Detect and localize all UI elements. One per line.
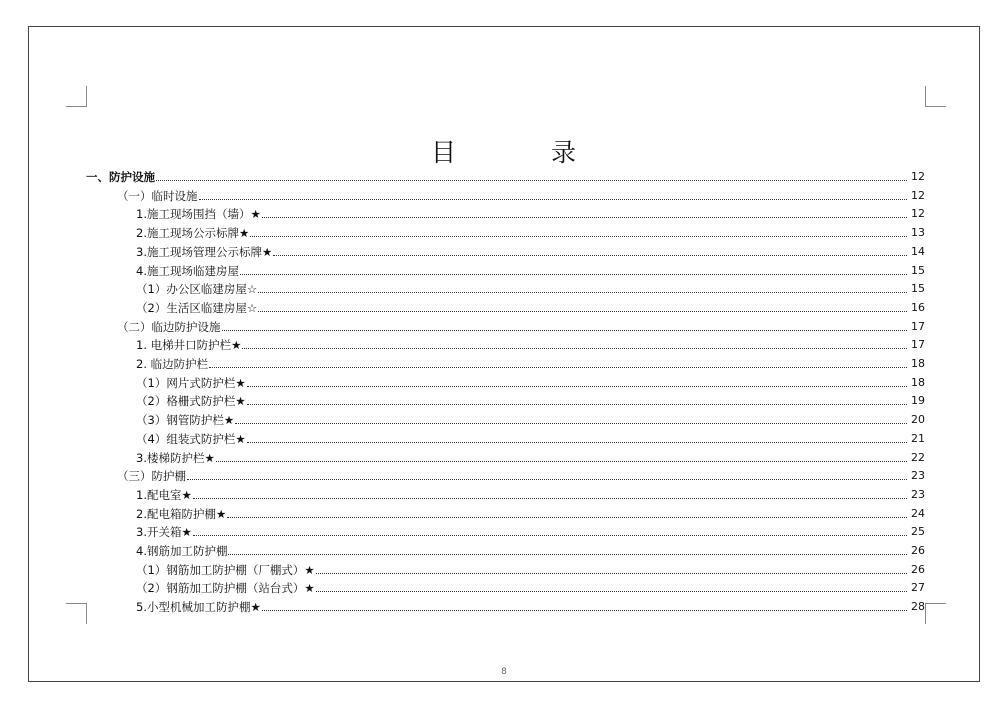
- toc-entry[interactable]: [136, 262, 925, 278]
- toc-entry-page: 12: [911, 170, 925, 183]
- toc-entry-label: （4）组装式防护栏★: [136, 431, 246, 446]
- toc-leader-dots: [258, 310, 907, 312]
- crop-mark-bottom-right: [925, 603, 946, 624]
- crop-mark-top-right: [925, 86, 946, 107]
- toc-leader-dots: [247, 403, 907, 405]
- crop-mark-bottom-left: [66, 603, 87, 624]
- toc-entry-page: 15: [911, 263, 925, 277]
- toc-entry-label: 4.钢筋加工防护棚: [136, 544, 228, 558]
- toc-entry-page: 26: [911, 562, 925, 576]
- toc-entry-label: 4.施工现场临建房屋: [136, 263, 239, 278]
- toc-entry[interactable]: [136, 598, 925, 614]
- toc-entry[interactable]: [136, 355, 925, 371]
- toc-entry-label: 5.小型机械加工防护棚★: [136, 600, 261, 615]
- toc-entry[interactable]: [136, 561, 925, 577]
- toc-entry[interactable]: [136, 392, 925, 408]
- toc-entry[interactable]: [136, 505, 925, 521]
- toc-entry-page: 17: [911, 319, 925, 333]
- toc-entry-label: （二）临边防护设施: [117, 319, 221, 334]
- toc-entry-label: （3）钢管防护栏★: [136, 413, 235, 428]
- toc-entry[interactable]: [136, 542, 925, 558]
- toc-entry-page: 27: [911, 581, 925, 595]
- toc-leader-dots: [216, 460, 907, 462]
- toc-entry-page: 22: [911, 450, 925, 464]
- toc-leader-dots: [258, 291, 907, 293]
- toc-entry[interactable]: [136, 374, 925, 390]
- toc-leader-dots: [262, 216, 907, 218]
- toc-leader-dots: [250, 235, 907, 237]
- toc-leader-dots: [240, 273, 907, 275]
- toc-entry[interactable]: [117, 187, 925, 203]
- toc-entry-page: 21: [911, 431, 925, 445]
- toc-entry-page: 16: [911, 300, 925, 314]
- toc-leader-dots: [228, 553, 907, 555]
- toc-entry[interactable]: [136, 579, 925, 595]
- toc-entry-page: 18: [911, 375, 925, 389]
- toc-entry-label: （2）格栅式防护栏★: [136, 394, 246, 409]
- toc-entry-label: （1）办公区临建房屋☆: [136, 282, 258, 297]
- toc-entry-page: 12: [911, 188, 925, 202]
- toc-leader-dots: [193, 534, 907, 536]
- toc-entry[interactable]: [136, 449, 925, 465]
- toc-entry-page: 17: [911, 338, 925, 352]
- toc-entry-label: 2.施工现场公示标牌★: [136, 226, 250, 241]
- toc-entry[interactable]: [136, 224, 925, 240]
- toc-entry-label: 3.开关箱★: [136, 525, 192, 540]
- title-char-left: 目: [430, 138, 457, 167]
- toc-entry-page: 20: [911, 413, 925, 427]
- toc-leader-dots: [193, 497, 907, 499]
- toc-entry[interactable]: [136, 430, 925, 446]
- toc-leader-dots: [262, 609, 907, 611]
- toc-entry[interactable]: [136, 243, 925, 259]
- toc-leader-dots: [247, 385, 907, 387]
- toc-entry-label: 1. 电梯井口防护栏★: [136, 338, 242, 353]
- toc-entry-label: （一）临时设施: [117, 188, 198, 203]
- toc-entry-page: 23: [911, 487, 925, 501]
- toc-entry-page: 19: [911, 394, 925, 408]
- toc-entry-label: （1）网片式防护栏★: [136, 375, 246, 390]
- toc-entry-page: 26: [911, 544, 925, 557]
- toc-leader-dots: [222, 329, 908, 331]
- toc-entry-page: 14: [911, 244, 925, 258]
- toc-entry-page: 24: [911, 506, 925, 520]
- document-page: [28, 26, 980, 682]
- toc-entry-label: 1.施工现场围挡（墙）★: [136, 207, 261, 222]
- toc-leader-dots: [187, 478, 907, 480]
- toc-entry-page: 23: [911, 469, 925, 483]
- title-char-right: 录: [551, 138, 578, 167]
- page-title: [29, 133, 979, 169]
- toc-entry-label: （2）生活区临建房屋☆: [136, 300, 258, 315]
- toc-entry[interactable]: [117, 467, 925, 483]
- toc-entry-label: 3.施工现场管理公示标牌★: [136, 244, 273, 259]
- toc-leader-dots: [156, 179, 907, 181]
- toc-leader-dots: [316, 572, 907, 574]
- toc-leader-dots: [273, 254, 907, 256]
- toc-leader-dots: [242, 347, 907, 349]
- toc-entry[interactable]: [117, 318, 925, 334]
- toc-leader-dots: [209, 366, 907, 368]
- toc-entry[interactable]: [136, 486, 925, 502]
- toc-entry-label: （三）防护棚: [117, 469, 186, 484]
- toc-entry[interactable]: [136, 299, 925, 315]
- toc-entry-page: 13: [911, 226, 925, 240]
- toc-entry-label: （2）钢筋加工防护棚（站台式）★: [136, 581, 315, 596]
- toc-entry[interactable]: [136, 336, 925, 352]
- page-number: 8: [501, 667, 507, 677]
- toc-entry-label: 2. 临边防护栏: [136, 357, 209, 371]
- toc-entry[interactable]: [136, 411, 925, 427]
- toc-entry[interactable]: [136, 280, 925, 296]
- toc-entry[interactable]: [86, 168, 925, 184]
- toc-entry-label: 一、防护设施: [86, 170, 155, 184]
- toc-entry-label: 1.配电室★: [136, 487, 192, 502]
- toc-entry-label: 3.楼梯防护栏★: [136, 450, 215, 465]
- toc-entry-label: 2.配电箱防护棚★: [136, 506, 227, 521]
- toc-entry-page: 12: [911, 207, 925, 221]
- toc-entry[interactable]: [136, 205, 925, 221]
- toc-entry-page: 18: [911, 357, 925, 370]
- toc-entry-page: 15: [911, 282, 925, 296]
- toc-leader-dots: [316, 590, 907, 592]
- toc-entry-page: 25: [911, 525, 925, 539]
- toc-entry-label: （1）钢筋加工防护棚（厂棚式）★: [136, 562, 315, 577]
- toc-entry-page: 28: [911, 600, 925, 614]
- toc-leader-dots: [235, 422, 907, 424]
- toc-leader-dots: [247, 441, 907, 443]
- crop-mark-top-left: [66, 86, 87, 107]
- toc-leader-dots: [199, 198, 908, 200]
- toc-entry[interactable]: [136, 523, 925, 539]
- toc-leader-dots: [227, 516, 907, 518]
